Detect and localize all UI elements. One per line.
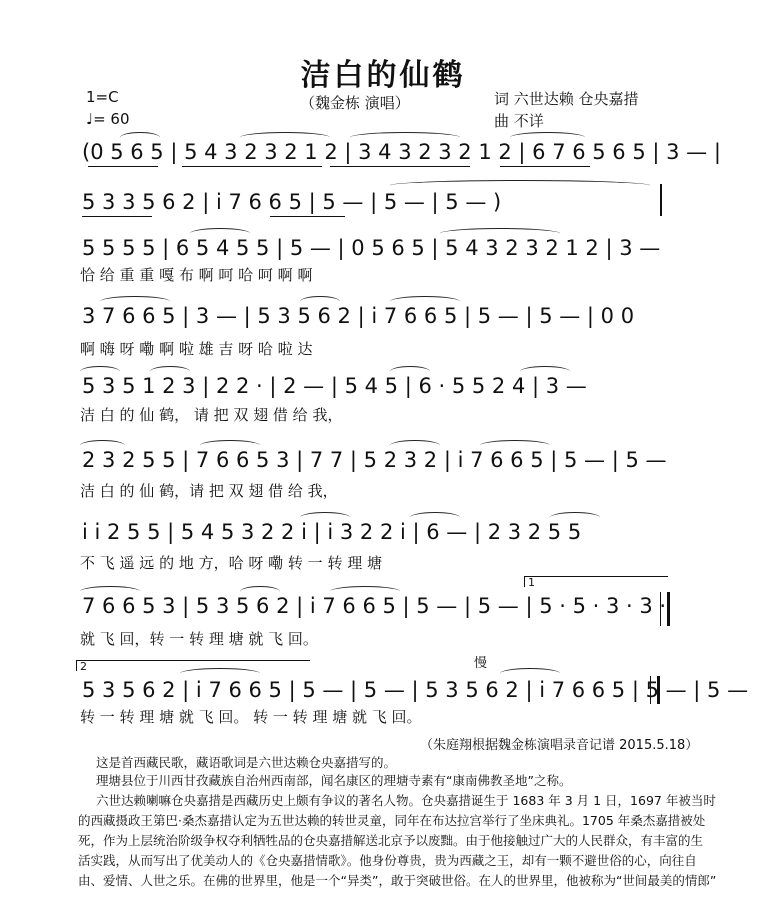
notes-line: 7 6 6 5 3 | 5 3 5 6 2 | i 7 6 6 5 | 5 — | 5 — | 5 · 5 · 3 · 3 ·: [82, 594, 667, 618]
tempo-mark: ♩= 60: [86, 110, 130, 128]
score-row-9: [0, 652, 766, 732]
tempo-slow-mark: 慢: [474, 656, 488, 671]
notes-line: 3 7 6 6 5 | 3 — | 5 3 5 6 2 | i 7 6 6 5 | 5 — | 5 — | 0 0: [82, 304, 635, 328]
note-paragraph-5: 死，作为上层统治阶级争权夺利牺牲品的仓央嘉措解送北京予以废黜。由于他接触过广大的人民群众，有丰富的生: [78, 833, 704, 848]
song-title: 洁白的仙鹤: [300, 58, 466, 93]
score-row-6: [0, 440, 766, 500]
singer-credit: （魏金栋 演唱）: [300, 94, 410, 112]
score-row-3: [0, 228, 766, 288]
notes-line: 5 5 5 5 | 6 5 4 5 5 | 5 — | 0 5 6 5 | 5 4 3 2 3 2 1 2 | 3 —: [82, 236, 661, 260]
lyrics-line: 不 飞 遥 远 的 地 方，哈 呀 嘞 转 一 转 理 塘: [80, 554, 382, 572]
composer-credit: 曲 不详: [494, 112, 544, 130]
lyrics-line: 转 一 转 理 塘 就 飞 回。 转 一 转 理 塘 就 飞 回。: [80, 708, 422, 726]
notes-line: (0 5 6 5 | 5 4 3 2 3 2 1 2 | 3 4 3 2 3 2 1 2 | 6 7 6 5 6 5 | 3 — |: [82, 140, 721, 164]
lyrics-line: 洁 白 的 仙 鹤， 请 把 双 翅 借 给 我，: [80, 406, 343, 424]
volta-bracket-1: 1: [524, 576, 668, 587]
note-paragraph-2: 理塘县位于川西甘孜藏族自治州西南部，闻名康区的理塘寺素有“康南佛教圣地”之称。: [96, 773, 572, 788]
key-signature: 1=C: [86, 88, 119, 106]
lyrics-line: 就 飞 回，转 一 转 理 塘 就 飞 回。: [80, 630, 318, 648]
volta-bracket-2: 2: [76, 660, 310, 671]
transcription-source: （朱庭翔根据魏金栋演唱录音记谱 2015.5.18）: [420, 738, 699, 753]
note-paragraph-3: 六世达赖喇嘛仓央嘉措是西藏历史上颇有争议的著名人物。仓央嘉措诞生于 1683 年 3 月 1 日，1697 年被当时: [96, 793, 716, 808]
score-row-8: [0, 576, 766, 652]
notes-line: 2 3 2 5 5 | 7 6 6 5 3 | 7 7 | 5 2 3 2 | i 7 6 6 5 | 5 — | 5 —: [82, 448, 667, 472]
note-paragraph-4: 的西藏摄政王第巴·桑杰嘉措认定为五世达赖的转世灵童，同年在布达拉宫举行了坐床典礼。1705 年桑杰嘉措被处: [78, 813, 706, 828]
score-row-5: [0, 366, 766, 426]
notes-line: 5 3 5 6 2 | i 7 6 6 5 | 5 — | 5 — | 5 3 5 6 2 | i 7 6 6 5 | 5 — | 5 —: [82, 678, 749, 702]
notes-line: i i 2 5 5 | 5 4 5 3 2 2 i | i 3 2 2 i | 6 — | 2 3 2 5 5: [82, 520, 582, 544]
score-row-4: [0, 296, 766, 356]
note-paragraph-7: 由、爱情、人世之乐。在佛的世界里，他是一个“异类”，敢于突破世俗。在人的世界里，他被称为“世间最美的情郎”: [78, 873, 717, 888]
notes-line: 5 3 5 1 2 3 | 2 2 · | 2 — | 5 4 5 | 6 · 5 5 2 4 | 3 —: [82, 374, 587, 398]
note-paragraph-1: 这是首西藏民歌，藏语歌词是六世达赖仓央嘉措写的。: [96, 755, 397, 770]
notes-line: 5 3 3 5 6 2 | i 7 6 6 5 | 5 — | 5 — | 5 — ): [82, 190, 502, 214]
lyrics-line: 恰 给 重 重 嘎 布 啊 呵 哈 呵 啊 啊: [80, 266, 313, 284]
score-row-7: [0, 512, 766, 572]
lyricist-credit: 词 六世达赖 仓央嘉措: [494, 90, 639, 108]
note-paragraph-6: 活实践，从而写出了优美动人的《仓央嘉措情歌》。他身份尊贵，贵为西藏之王，却有一颗不避世俗的心，向往自: [78, 853, 697, 868]
lyrics-line: 洁 白 的 仙 鹤，请 把 双 翅 借 给 我，: [80, 482, 338, 500]
lyrics-line: 啊 嗨 呀 嘞 啊 啦 雄 吉 呀 哈 啦 达: [80, 340, 313, 358]
